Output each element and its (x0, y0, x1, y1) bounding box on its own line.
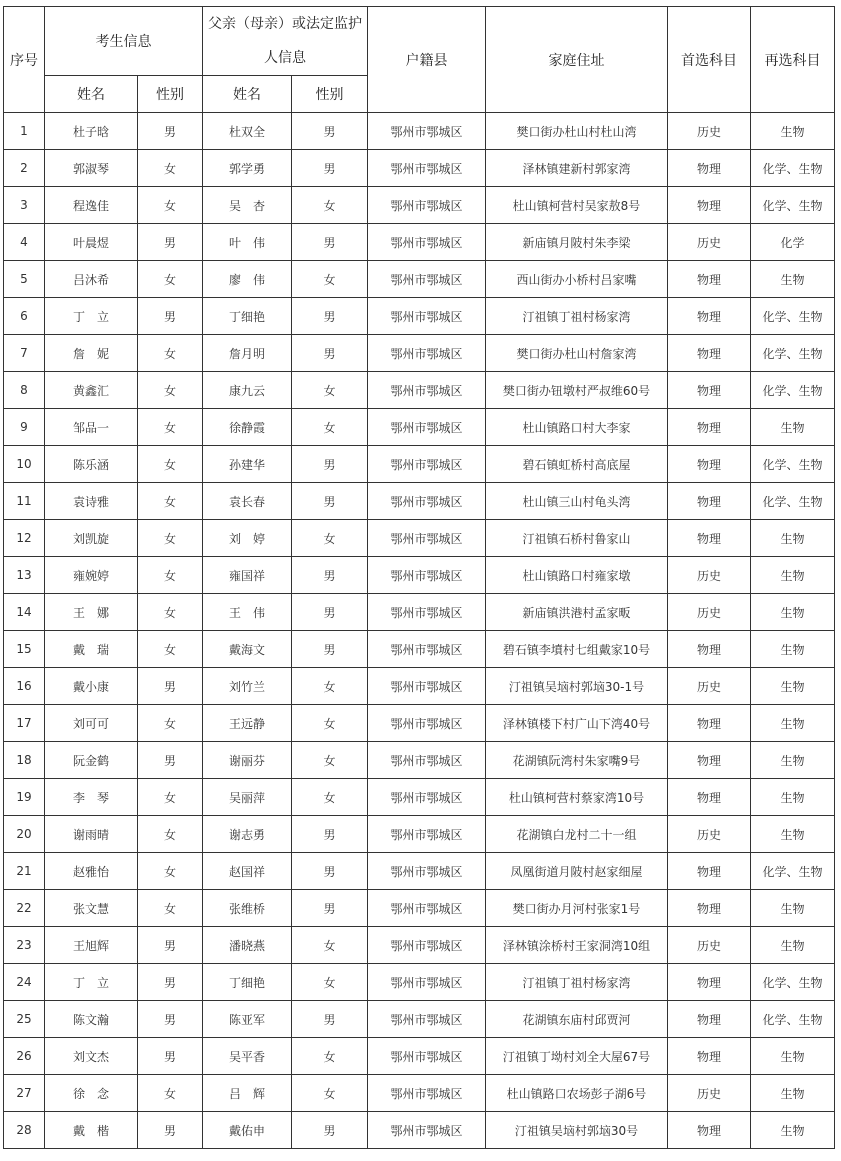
cell-student-name: 叶晨煜 (45, 224, 138, 261)
cell-first-subject: 物理 (668, 446, 751, 483)
cell-guardian-name: 丁细艳 (203, 964, 292, 1001)
cell-second-subject: 生物 (751, 113, 835, 150)
table-row (4, 816, 835, 853)
cell-guardian-gender: 女 (292, 927, 368, 964)
cell-student-name: 袁诗雅 (45, 483, 138, 520)
cell-first-subject: 历史 (668, 113, 751, 150)
cell-address: 汀祖镇吴垴村郭垴30-1号 (486, 668, 668, 705)
cell-student-name: 谢雨晴 (45, 816, 138, 853)
cell-first-subject: 物理 (668, 150, 751, 187)
cell-first-subject: 历史 (668, 1075, 751, 1112)
cell-address: 杜山镇三山村龟头湾 (486, 483, 668, 520)
cell-student-name: 戴小康 (45, 668, 138, 705)
cell-first-subject: 物理 (668, 705, 751, 742)
cell-guardian-gender: 男 (292, 113, 368, 150)
cell-guardian-gender: 女 (292, 1075, 368, 1112)
cell-guardian-gender: 女 (292, 964, 368, 1001)
cell-guardian-gender: 女 (292, 1038, 368, 1075)
cell-seq: 8 (4, 372, 45, 409)
cell-second-subject: 化学 (751, 224, 835, 261)
cell-second-subject: 化学、生物 (751, 964, 835, 1001)
cell-seq: 13 (4, 557, 45, 594)
cell-county: 鄂州市鄂城区 (368, 594, 486, 631)
cell-seq: 19 (4, 779, 45, 816)
cell-seq: 20 (4, 816, 45, 853)
cell-seq: 3 (4, 187, 45, 224)
cell-student-name: 陈文瀚 (45, 1001, 138, 1038)
cell-student-name: 杜子晗 (45, 113, 138, 150)
cell-student-gender: 女 (138, 594, 203, 631)
cell-seq: 4 (4, 224, 45, 261)
header-guardian-name: 姓名 (203, 76, 292, 113)
cell-guardian-gender: 男 (292, 1001, 368, 1038)
cell-guardian-name: 潘晓燕 (203, 927, 292, 964)
table-row (4, 446, 835, 483)
cell-student-gender: 女 (138, 816, 203, 853)
table-body (4, 113, 835, 1149)
cell-seq: 25 (4, 1001, 45, 1038)
header-student-info: 考生信息 (45, 7, 203, 76)
cell-address: 泽林镇楼下村广山下湾40号 (486, 705, 668, 742)
cell-guardian-name: 郭学勇 (203, 150, 292, 187)
cell-first-subject: 历史 (668, 557, 751, 594)
cell-address: 碧石镇李墳村七组戴家10号 (486, 631, 668, 668)
cell-county: 鄂州市鄂城区 (368, 335, 486, 372)
cell-address: 杜山镇路口农场彭子湖6号 (486, 1075, 668, 1112)
cell-address: 杜山镇柯营村吴家敖8号 (486, 187, 668, 224)
cell-guardian-gender: 男 (292, 483, 368, 520)
cell-county: 鄂州市鄂城区 (368, 1038, 486, 1075)
cell-second-subject: 化学、生物 (751, 187, 835, 224)
cell-second-subject: 生物 (751, 1075, 835, 1112)
cell-county: 鄂州市鄂城区 (368, 668, 486, 705)
cell-student-gender: 女 (138, 372, 203, 409)
cell-guardian-gender: 女 (292, 372, 368, 409)
cell-county: 鄂州市鄂城区 (368, 261, 486, 298)
cell-student-name: 程逸佳 (45, 187, 138, 224)
cell-county: 鄂州市鄂城区 (368, 742, 486, 779)
cell-student-gender: 男 (138, 1112, 203, 1149)
cell-first-subject: 历史 (668, 927, 751, 964)
cell-seq: 23 (4, 927, 45, 964)
table-row (4, 1001, 835, 1038)
cell-student-gender: 女 (138, 705, 203, 742)
cell-student-name: 丁 立 (45, 964, 138, 1001)
cell-address: 汀祖镇丁祖村杨家湾 (486, 298, 668, 335)
cell-second-subject: 化学、生物 (751, 372, 835, 409)
cell-student-gender: 女 (138, 890, 203, 927)
cell-guardian-name: 廖 伟 (203, 261, 292, 298)
cell-second-subject: 生物 (751, 705, 835, 742)
table-row (4, 113, 835, 150)
cell-student-gender: 男 (138, 113, 203, 150)
cell-seq: 24 (4, 964, 45, 1001)
cell-county: 鄂州市鄂城区 (368, 187, 486, 224)
header-student-gender: 性别 (138, 76, 203, 113)
cell-county: 鄂州市鄂城区 (368, 779, 486, 816)
cell-guardian-gender: 女 (292, 742, 368, 779)
cell-guardian-name: 谢志勇 (203, 816, 292, 853)
cell-address: 汀祖镇丁坳村刘全大屋67号 (486, 1038, 668, 1075)
cell-guardian-name: 刘竹兰 (203, 668, 292, 705)
cell-guardian-name: 吕 辉 (203, 1075, 292, 1112)
cell-guardian-gender: 女 (292, 520, 368, 557)
cell-county: 鄂州市鄂城区 (368, 520, 486, 557)
cell-second-subject: 生物 (751, 1038, 835, 1075)
cell-county: 鄂州市鄂城区 (368, 964, 486, 1001)
cell-guardian-name: 杜双全 (203, 113, 292, 150)
cell-second-subject: 化学、生物 (751, 1001, 835, 1038)
cell-guardian-gender: 男 (292, 816, 368, 853)
cell-seq: 9 (4, 409, 45, 446)
cell-guardian-gender: 女 (292, 779, 368, 816)
cell-student-gender: 女 (138, 520, 203, 557)
header-guardian-gender: 性别 (292, 76, 368, 113)
cell-student-gender: 男 (138, 964, 203, 1001)
cell-seq: 1 (4, 113, 45, 150)
cell-student-name: 徐 念 (45, 1075, 138, 1112)
cell-second-subject: 生物 (751, 557, 835, 594)
cell-student-gender: 男 (138, 1038, 203, 1075)
table-row (4, 187, 835, 224)
cell-student-name: 詹 妮 (45, 335, 138, 372)
cell-county: 鄂州市鄂城区 (368, 890, 486, 927)
header-county: 户籍县 (368, 7, 486, 113)
cell-student-gender: 女 (138, 335, 203, 372)
cell-county: 鄂州市鄂城区 (368, 409, 486, 446)
cell-student-gender: 男 (138, 1001, 203, 1038)
cell-student-gender: 女 (138, 150, 203, 187)
cell-student-gender: 女 (138, 409, 203, 446)
cell-address: 杜山镇路口村雍家墩 (486, 557, 668, 594)
table-row (4, 964, 835, 1001)
cell-student-gender: 女 (138, 631, 203, 668)
cell-student-name: 赵雅怡 (45, 853, 138, 890)
cell-student-gender: 女 (138, 1075, 203, 1112)
cell-guardian-name: 刘 婷 (203, 520, 292, 557)
cell-guardian-name: 丁细艳 (203, 298, 292, 335)
cell-second-subject: 生物 (751, 261, 835, 298)
cell-county: 鄂州市鄂城区 (368, 816, 486, 853)
cell-first-subject: 历史 (668, 816, 751, 853)
cell-guardian-name: 吴丽萍 (203, 779, 292, 816)
cell-address: 杜山镇路口村大李家 (486, 409, 668, 446)
cell-first-subject: 物理 (668, 890, 751, 927)
cell-student-name: 戴 楷 (45, 1112, 138, 1149)
header-seq: 序号 (4, 7, 45, 113)
cell-guardian-name: 雍国祥 (203, 557, 292, 594)
cell-second-subject: 化学、生物 (751, 446, 835, 483)
cell-first-subject: 历史 (668, 224, 751, 261)
cell-address: 杜山镇柯营村蔡家湾10号 (486, 779, 668, 816)
cell-second-subject: 化学、生物 (751, 150, 835, 187)
cell-student-gender: 男 (138, 927, 203, 964)
cell-student-name: 吕沐希 (45, 261, 138, 298)
cell-student-gender: 男 (138, 668, 203, 705)
cell-address: 碧石镇虹桥村高底屋 (486, 446, 668, 483)
cell-guardian-name: 吴平香 (203, 1038, 292, 1075)
cell-student-gender: 女 (138, 446, 203, 483)
cell-first-subject: 物理 (668, 520, 751, 557)
cell-guardian-name: 谢丽芬 (203, 742, 292, 779)
cell-second-subject: 生物 (751, 927, 835, 964)
cell-guardian-gender: 男 (292, 594, 368, 631)
cell-student-name: 黄鑫汇 (45, 372, 138, 409)
table-row (4, 1112, 835, 1149)
cell-first-subject: 物理 (668, 964, 751, 1001)
header-second-subject: 再选科目 (751, 7, 835, 113)
cell-first-subject: 物理 (668, 1112, 751, 1149)
cell-seq: 10 (4, 446, 45, 483)
cell-first-subject: 物理 (668, 409, 751, 446)
cell-first-subject: 物理 (668, 261, 751, 298)
cell-student-name: 李 琴 (45, 779, 138, 816)
table-row (4, 409, 835, 446)
table-row (4, 224, 835, 261)
cell-guardian-name: 陈亚军 (203, 1001, 292, 1038)
cell-second-subject: 生物 (751, 779, 835, 816)
cell-guardian-gender: 女 (292, 409, 368, 446)
cell-second-subject: 生物 (751, 668, 835, 705)
cell-guardian-gender: 女 (292, 187, 368, 224)
cell-student-name: 雍婉婷 (45, 557, 138, 594)
cell-student-gender: 女 (138, 261, 203, 298)
cell-first-subject: 历史 (668, 668, 751, 705)
cell-second-subject: 生物 (751, 1112, 835, 1149)
cell-first-subject: 物理 (668, 779, 751, 816)
cell-county: 鄂州市鄂城区 (368, 1001, 486, 1038)
cell-address: 樊口街办月河村张家1号 (486, 890, 668, 927)
cell-first-subject: 历史 (668, 594, 751, 631)
table-header (4, 7, 835, 113)
table-row (4, 668, 835, 705)
header-student-name: 姓名 (45, 76, 138, 113)
cell-guardian-name: 戴佑申 (203, 1112, 292, 1149)
cell-student-gender: 男 (138, 224, 203, 261)
cell-student-gender: 女 (138, 483, 203, 520)
cell-guardian-gender: 男 (292, 446, 368, 483)
cell-student-gender: 女 (138, 853, 203, 890)
cell-first-subject: 物理 (668, 483, 751, 520)
cell-guardian-gender: 男 (292, 557, 368, 594)
cell-student-name: 张文慧 (45, 890, 138, 927)
cell-guardian-gender: 男 (292, 150, 368, 187)
cell-student-name: 郭淑琴 (45, 150, 138, 187)
cell-student-name: 陈乐涵 (45, 446, 138, 483)
table-row (4, 1075, 835, 1112)
cell-guardian-name: 戴海文 (203, 631, 292, 668)
cell-second-subject: 生物 (751, 742, 835, 779)
cell-second-subject: 生物 (751, 594, 835, 631)
cell-seq: 2 (4, 150, 45, 187)
table-row (4, 705, 835, 742)
cell-seq: 14 (4, 594, 45, 631)
cell-student-gender: 男 (138, 742, 203, 779)
cell-address: 花湖镇白龙村二十一组 (486, 816, 668, 853)
cell-seq: 26 (4, 1038, 45, 1075)
cell-student-name: 王旭辉 (45, 927, 138, 964)
table-row (4, 372, 835, 409)
cell-first-subject: 物理 (668, 335, 751, 372)
cell-first-subject: 物理 (668, 1038, 751, 1075)
cell-guardian-name: 孙建华 (203, 446, 292, 483)
cell-first-subject: 物理 (668, 631, 751, 668)
cell-address: 樊口街办杜山村詹家湾 (486, 335, 668, 372)
cell-student-name: 丁 立 (45, 298, 138, 335)
table-row (4, 150, 835, 187)
cell-guardian-name: 袁长春 (203, 483, 292, 520)
table-row (4, 594, 835, 631)
table-row (4, 1038, 835, 1075)
cell-guardian-gender: 男 (292, 298, 368, 335)
cell-guardian-gender: 女 (292, 261, 368, 298)
cell-student-name: 王 娜 (45, 594, 138, 631)
cell-county: 鄂州市鄂城区 (368, 113, 486, 150)
cell-county: 鄂州市鄂城区 (368, 705, 486, 742)
table-row (4, 261, 835, 298)
cell-second-subject: 化学、生物 (751, 483, 835, 520)
header-address: 家庭住址 (486, 7, 668, 113)
student-roster-table (3, 6, 835, 1149)
cell-first-subject: 物理 (668, 372, 751, 409)
table-row (4, 779, 835, 816)
cell-guardian-name: 叶 伟 (203, 224, 292, 261)
cell-student-name: 刘凯旋 (45, 520, 138, 557)
cell-county: 鄂州市鄂城区 (368, 483, 486, 520)
cell-guardian-gender: 男 (292, 890, 368, 927)
cell-first-subject: 物理 (668, 1001, 751, 1038)
cell-guardian-name: 徐静霞 (203, 409, 292, 446)
cell-address: 泽林镇涂桥村王家洞湾10组 (486, 927, 668, 964)
cell-address: 花湖镇东庙村邱贾河 (486, 1001, 668, 1038)
cell-seq: 15 (4, 631, 45, 668)
cell-address: 凤凰街道月陂村赵家细屋 (486, 853, 668, 890)
table-row (4, 927, 835, 964)
table-row (4, 483, 835, 520)
cell-student-name: 刘可可 (45, 705, 138, 742)
cell-seq: 22 (4, 890, 45, 927)
cell-county: 鄂州市鄂城区 (368, 1075, 486, 1112)
table-row (4, 520, 835, 557)
cell-county: 鄂州市鄂城区 (368, 150, 486, 187)
cell-address: 汀祖镇丁祖村杨家湾 (486, 964, 668, 1001)
cell-guardian-name: 吴 杏 (203, 187, 292, 224)
cell-guardian-gender: 男 (292, 335, 368, 372)
table-row (4, 742, 835, 779)
cell-second-subject: 生物 (751, 631, 835, 668)
cell-address: 樊口街办杜山村杜山湾 (486, 113, 668, 150)
table-row (4, 890, 835, 927)
cell-county: 鄂州市鄂城区 (368, 372, 486, 409)
cell-student-name: 戴 瑞 (45, 631, 138, 668)
cell-student-gender: 女 (138, 557, 203, 594)
cell-seq: 28 (4, 1112, 45, 1149)
cell-guardian-gender: 男 (292, 853, 368, 890)
cell-guardian-gender: 男 (292, 1112, 368, 1149)
table-row (4, 631, 835, 668)
cell-second-subject: 生物 (751, 816, 835, 853)
cell-guardian-name: 张维桥 (203, 890, 292, 927)
cell-address: 汀祖镇吴垴村郭垴30号 (486, 1112, 668, 1149)
cell-student-name: 邹品一 (45, 409, 138, 446)
cell-guardian-name: 赵国祥 (203, 853, 292, 890)
cell-guardian-gender: 女 (292, 668, 368, 705)
cell-seq: 16 (4, 668, 45, 705)
cell-seq: 18 (4, 742, 45, 779)
cell-county: 鄂州市鄂城区 (368, 446, 486, 483)
cell-student-gender: 女 (138, 779, 203, 816)
cell-guardian-gender: 男 (292, 631, 368, 668)
cell-second-subject: 化学、生物 (751, 298, 835, 335)
cell-seq: 17 (4, 705, 45, 742)
cell-guardian-name: 康九云 (203, 372, 292, 409)
cell-second-subject: 化学、生物 (751, 853, 835, 890)
table-row (4, 853, 835, 890)
cell-second-subject: 化学、生物 (751, 335, 835, 372)
cell-address: 樊口街办钮墩村严叔维60号 (486, 372, 668, 409)
cell-county: 鄂州市鄂城区 (368, 1112, 486, 1149)
cell-county: 鄂州市鄂城区 (368, 631, 486, 668)
cell-county: 鄂州市鄂城区 (368, 927, 486, 964)
cell-first-subject: 物理 (668, 298, 751, 335)
cell-address: 新庙镇月陂村朱李梁 (486, 224, 668, 261)
cell-seq: 27 (4, 1075, 45, 1112)
cell-student-name: 刘文杰 (45, 1038, 138, 1075)
cell-second-subject: 生物 (751, 520, 835, 557)
table-row (4, 298, 835, 335)
cell-seq: 12 (4, 520, 45, 557)
cell-second-subject: 生物 (751, 890, 835, 927)
cell-address: 新庙镇洪港村孟家畈 (486, 594, 668, 631)
cell-seq: 5 (4, 261, 45, 298)
cell-address: 泽林镇建新村郭家湾 (486, 150, 668, 187)
cell-seq: 7 (4, 335, 45, 372)
table-row (4, 557, 835, 594)
cell-seq: 21 (4, 853, 45, 890)
cell-guardian-name: 詹月明 (203, 335, 292, 372)
cell-student-gender: 女 (138, 187, 203, 224)
cell-county: 鄂州市鄂城区 (368, 298, 486, 335)
cell-student-name: 阮金鹤 (45, 742, 138, 779)
cell-guardian-name: 王 伟 (203, 594, 292, 631)
cell-second-subject: 生物 (751, 409, 835, 446)
cell-first-subject: 物理 (668, 853, 751, 890)
cell-student-gender: 男 (138, 298, 203, 335)
cell-seq: 11 (4, 483, 45, 520)
header-guardian-info: 父亲（母亲）或法定监护人信息 (203, 7, 368, 76)
cell-address: 汀祖镇石桥村鲁家山 (486, 520, 668, 557)
cell-county: 鄂州市鄂城区 (368, 557, 486, 594)
cell-first-subject: 物理 (668, 187, 751, 224)
cell-guardian-gender: 女 (292, 705, 368, 742)
cell-address: 花湖镇阮湾村朱家嘴9号 (486, 742, 668, 779)
table-row (4, 335, 835, 372)
cell-county: 鄂州市鄂城区 (368, 224, 486, 261)
cell-guardian-gender: 男 (292, 224, 368, 261)
cell-guardian-name: 王远静 (203, 705, 292, 742)
cell-seq: 6 (4, 298, 45, 335)
header-first-subject: 首选科目 (668, 7, 751, 113)
cell-address: 西山街办小桥村吕家嘴 (486, 261, 668, 298)
cell-first-subject: 物理 (668, 742, 751, 779)
cell-county: 鄂州市鄂城区 (368, 853, 486, 890)
